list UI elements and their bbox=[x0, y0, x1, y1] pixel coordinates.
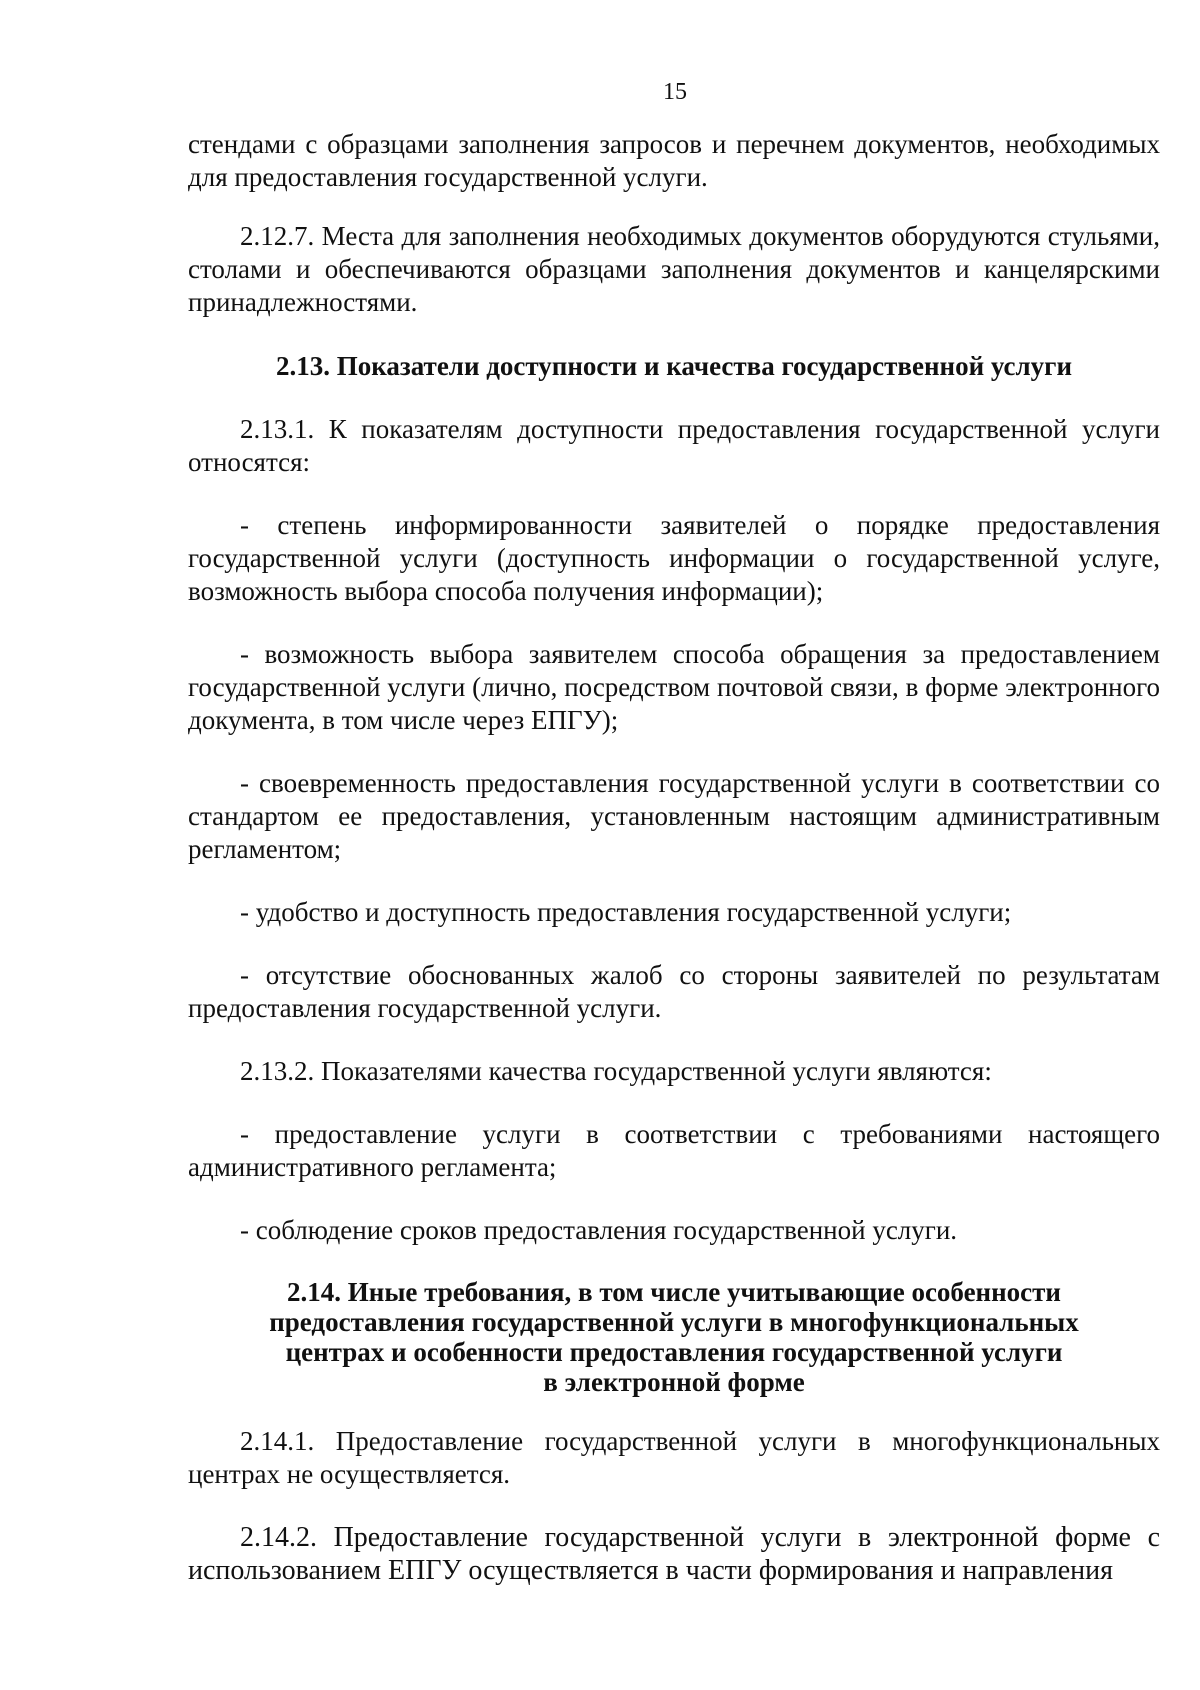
section-heading-2-13: 2.13. Показатели доступности и качества государственной услуги bbox=[276, 351, 1072, 381]
paragraph-2-13-2: 2.13.2. Показателями качества государственной услуги являются: bbox=[240, 1056, 992, 1086]
section-heading-2-14-line-3: центрах и особенности предоставления государственной услуги bbox=[285, 1337, 1063, 1367]
section-heading-2-14-line-4: в электронной форме bbox=[543, 1367, 805, 1397]
section-heading-2-14-line-1: 2.14. Иные требования, в том числе учитывающие особенности bbox=[287, 1277, 1061, 1307]
page-number: 15 bbox=[663, 79, 687, 105]
list-item-no-complaints: - отсутствие обоснованных жалоб со стороны заявителей по результатам предоставления государственной услуги. bbox=[188, 960, 1160, 1023]
document-body bbox=[188, 128, 1160, 1587]
section-heading-2-14-line-2: предоставления государственной услуги в многофункциональных bbox=[269, 1307, 1079, 1337]
paragraph-2-13-1: 2.13.1. К показателям доступности предоставления государственной услуги относятся: bbox=[188, 414, 1160, 477]
list-item-deadlines: - соблюдение сроков предоставления государственной услуги. bbox=[240, 1215, 958, 1245]
list-item-timeliness: - своевременность предоставления государственной услуги в соответствии со стандартом ее предоставления, установленным настоящим административным регламентом; bbox=[188, 768, 1160, 864]
list-item-compliance: - предоставление услуги в соответствии с требованиями настоящего административного регламента; bbox=[188, 1119, 1160, 1182]
paragraph-2-12-7: 2.12.7. Места для заполнения необходимых документов оборудуются стульями, столами и обеспечиваются образцами заполнения документов и канцелярскими принадлежностями. bbox=[188, 221, 1160, 317]
list-item-informedness: - степень информированности заявителей о порядке предоставления государственной услуги (доступность информации о государственной услуге, возможность выбора способа получения информации); bbox=[188, 510, 1160, 606]
list-item-application-method: - возможность выбора заявителем способа обращения за предоставлением государственной услуги (лично, посредством почтовой связи, в форме электронного документа, в том числе через ЕПГУ); bbox=[188, 639, 1160, 735]
section-heading-2-14 bbox=[188, 1277, 1160, 1397]
paragraph-intro: стендами с образцами заполнения запросов и перечнем документов, необходимых для предоставления государственной услуги. bbox=[188, 129, 1160, 192]
list-item-convenience: - удобство и доступность предоставления государственной услуги; bbox=[240, 897, 1012, 927]
paragraph-2-14-2: 2.14.2. Предоставление государственной услуги в электронной форме с использованием ЕПГУ осуществляется в части формирования и направления bbox=[188, 1522, 1160, 1586]
paragraph-2-14-1: 2.14.1. Предоставление государственной услуги в многофункциональных центрах не осуществляется. bbox=[188, 1426, 1160, 1489]
